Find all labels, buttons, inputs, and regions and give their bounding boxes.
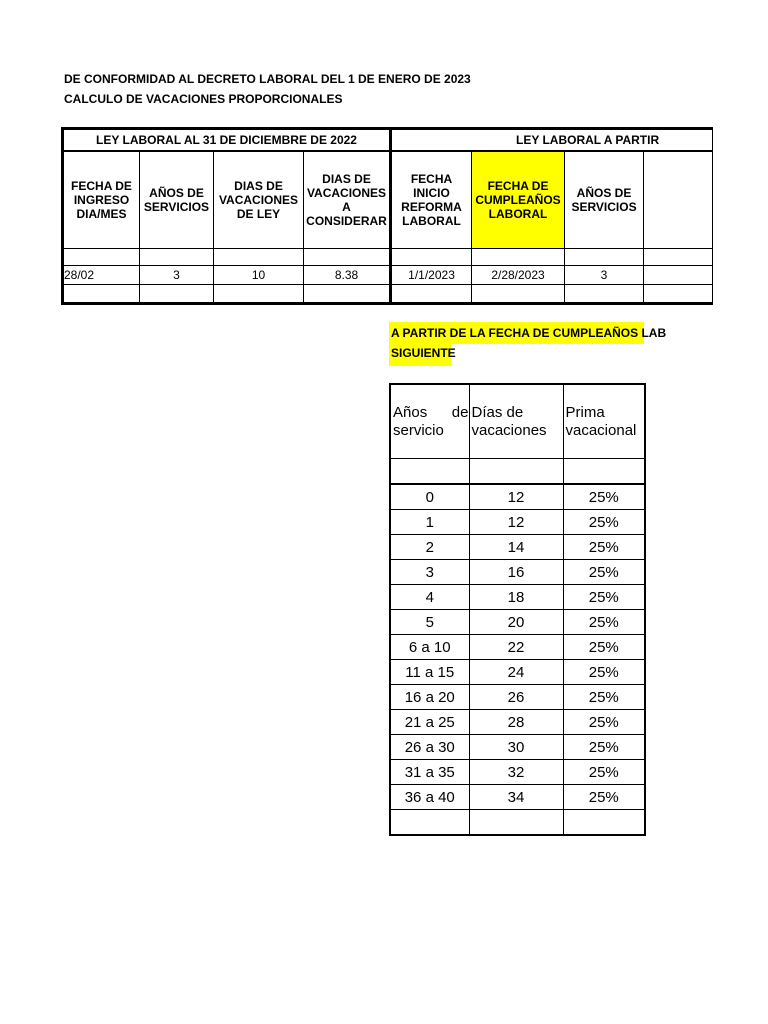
cell-anos: 2	[390, 535, 469, 560]
cell-prima: 25%	[563, 535, 645, 560]
cell-anos: 26 a 30	[390, 735, 469, 760]
cell-anos: 36 a 40	[390, 785, 469, 810]
table-row	[390, 585, 645, 610]
cell-dias: 32	[469, 760, 563, 785]
cell-dias: 30	[469, 735, 563, 760]
vac-header-dias: Días de vacaciones	[469, 384, 563, 459]
note-line-1: A PARTIR DE LA FECHA DE CUMPLEAÑOS LAB	[391, 326, 667, 340]
table-row	[390, 510, 645, 535]
cell-anos: 3	[390, 560, 469, 585]
cell-fecha-reforma: 1/1/2023	[391, 266, 472, 285]
col-header-fecha-reforma: FECHA INICIO REFORMA LABORAL	[391, 151, 472, 249]
main-table-container	[61, 127, 660, 308]
cell-anos-servicio: 3	[140, 266, 214, 285]
table-row-values	[63, 266, 713, 285]
table-row	[390, 484, 645, 510]
cell-dias-considerar: 8.38	[304, 266, 391, 285]
cell-dias: 24	[469, 660, 563, 685]
cell-dias: 28	[469, 710, 563, 735]
cell-anos: 0	[390, 484, 469, 510]
cell-prima: 25%	[563, 510, 645, 535]
cell-fecha-ingreso: 28/02	[63, 266, 140, 285]
table-row	[390, 660, 645, 685]
table-row	[390, 535, 645, 560]
document-subtitle: CALCULO DE VACACIONES PROPORCIONALES	[64, 92, 343, 106]
group-header-old-law: LEY LABORAL AL 31 DE DICIEMBRE DE 2022	[63, 129, 391, 152]
cell-anos: 16 a 20	[390, 685, 469, 710]
document-title: DE CONFORMIDAD AL DECRETO LABORAL DEL 1 DE ENERO DE 2023	[64, 72, 471, 86]
col-header-dias-ley: DIAS DE VACACIONES DE LEY	[214, 151, 304, 249]
cell-dias: 22	[469, 635, 563, 660]
cell-dias: 18	[469, 585, 563, 610]
cell-dias: 14	[469, 535, 563, 560]
col-header-fecha-cumpleanos: FECHA DE CUMPLEAÑOS LABORAL	[472, 151, 565, 249]
cell-prima: 25%	[563, 685, 645, 710]
cell-anos: 1	[390, 510, 469, 535]
vacation-table	[389, 383, 646, 836]
cell-fecha-cumpleanos: 2/28/2023	[472, 266, 565, 285]
cell-anos: 4	[390, 585, 469, 610]
vacation-table-blank-row	[390, 459, 645, 485]
note-line-2: SIGUIENTE	[391, 346, 456, 360]
vacation-table-header	[390, 384, 645, 459]
vacation-table-end-row	[390, 810, 645, 836]
cell-prima: 25%	[563, 560, 645, 585]
cell-anos: 11 a 15	[390, 660, 469, 685]
cell-dias: 26	[469, 685, 563, 710]
table-row	[390, 560, 645, 585]
main-table	[61, 127, 713, 305]
cell-prima: 25%	[563, 635, 645, 660]
cell-anos-servicio-new: 3	[565, 266, 644, 285]
table-row	[390, 635, 645, 660]
cell-dias: 12	[469, 510, 563, 535]
col-header-dias-considerar: DIAS DE VACACIONES A CONSIDERAR	[304, 151, 391, 249]
cell-prima: 25%	[563, 610, 645, 635]
col-header-anos-servicio: AÑOS DE SERVICIOS	[140, 151, 214, 249]
cell-anos: 5	[390, 610, 469, 635]
cell-prima: 25%	[563, 660, 645, 685]
cell-prima: 25%	[563, 785, 645, 810]
table-row	[390, 735, 645, 760]
col-header-fecha-ingreso: FECHA DE INGRESO DIA/MES	[63, 151, 140, 249]
col-header-anos-servicio-new: AÑOS DE SERVICIOS	[565, 151, 644, 249]
cell-dias: 34	[469, 785, 563, 810]
table-row	[390, 685, 645, 710]
table-row	[390, 610, 645, 635]
cell-dias: 16	[469, 560, 563, 585]
table-row-blank	[63, 249, 713, 266]
cell-prima: 25%	[563, 585, 645, 610]
table-row	[390, 785, 645, 810]
highlight-note	[389, 322, 667, 366]
vac-header-anos: Años de servicio	[390, 384, 469, 459]
vac-header-prima: Prima vacacional	[563, 384, 645, 459]
cell-anos: 31 a 35	[390, 760, 469, 785]
cell-anos: 6 a 10	[390, 635, 469, 660]
cell-anos: 21 a 25	[390, 710, 469, 735]
group-header-new-law: LEY LABORAL A PARTIR	[391, 129, 713, 152]
cell-dias-ley: 10	[214, 266, 304, 285]
col-header-empty	[644, 151, 713, 249]
cell-prima: 25%	[563, 735, 645, 760]
cell-dias: 12	[469, 484, 563, 510]
table-row-blank-bottom	[63, 285, 713, 304]
cell-prima: 25%	[563, 710, 645, 735]
cell-prima: 25%	[563, 760, 645, 785]
table-row	[390, 760, 645, 785]
cell-dias: 20	[469, 610, 563, 635]
cell-prima: 25%	[563, 484, 645, 510]
table-row	[390, 710, 645, 735]
